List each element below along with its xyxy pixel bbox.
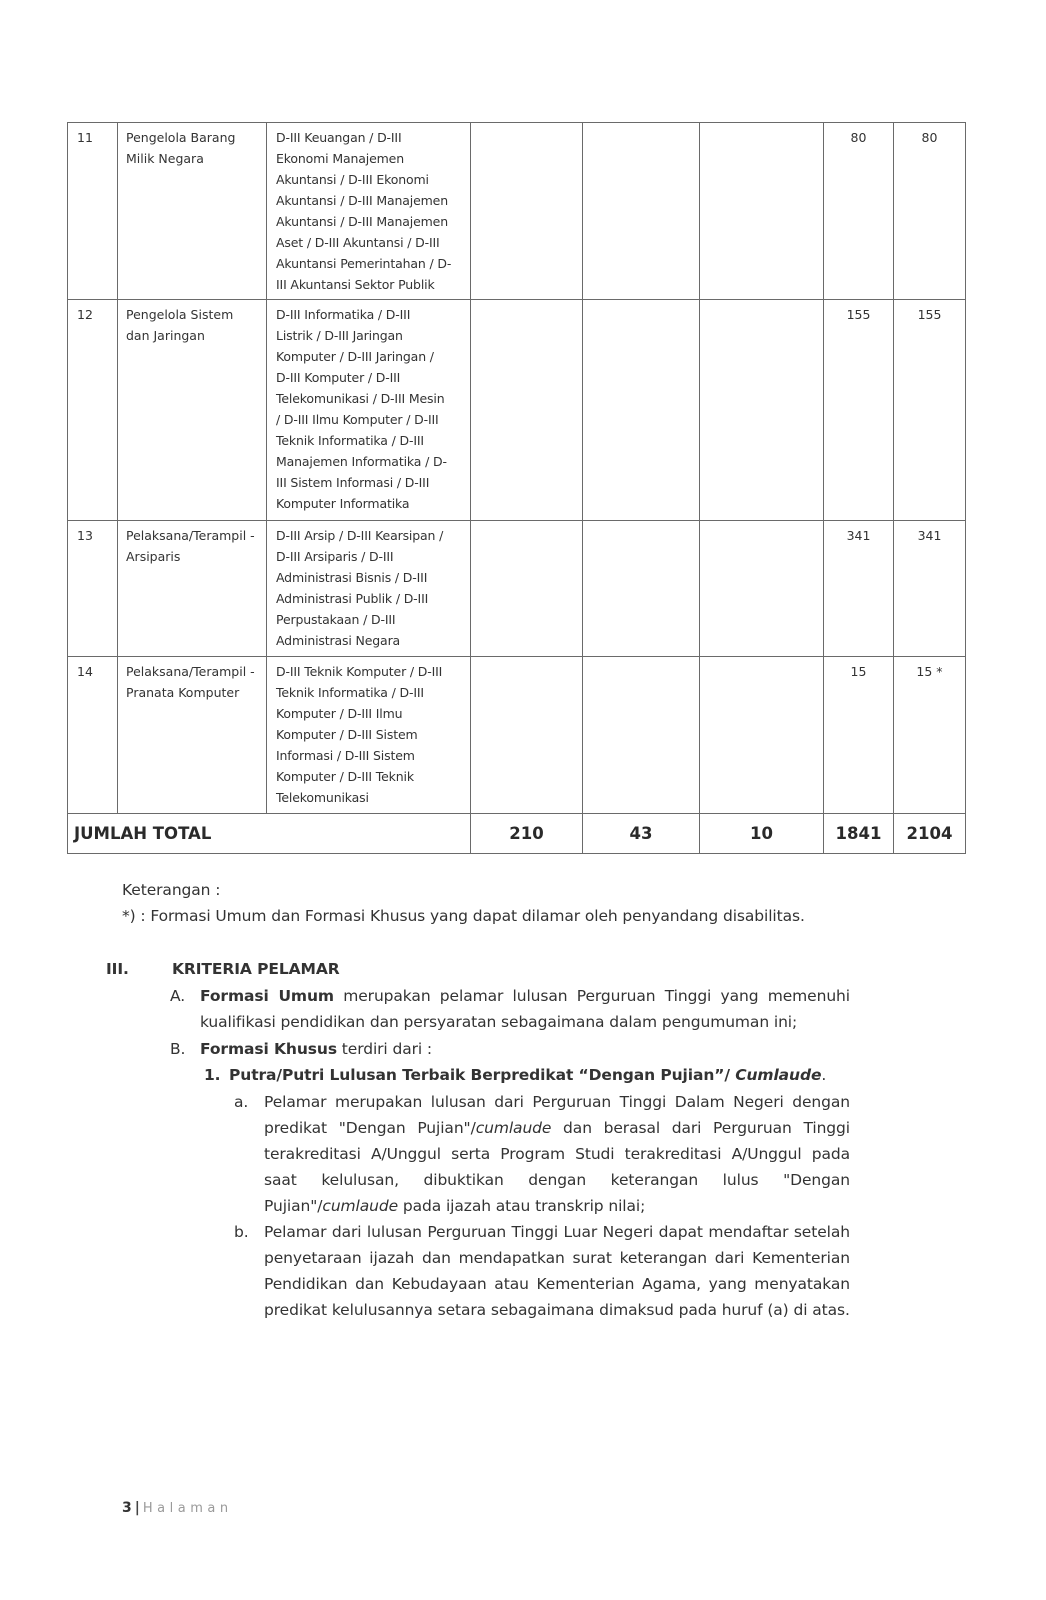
quota-cell bbox=[471, 300, 583, 521]
page-footer bbox=[122, 1500, 233, 1516]
umum-quota-cell: 155 bbox=[824, 300, 894, 521]
item-b-text: Formasi Khusus terdiri dari : bbox=[200, 1040, 433, 1058]
total-umum: 1841 bbox=[824, 814, 894, 854]
row-number: 11 bbox=[68, 123, 118, 300]
quota-cell bbox=[700, 521, 824, 657]
education-cell: D-III Arsip / D-III Kearsipan / D-III Arsiparis / D-III Administrasi Bisnis / D-III Administrasi Publik / D-III Perpustakaan / D-III Administrasi Negara bbox=[267, 521, 471, 657]
notes-heading: Keterangan : bbox=[122, 881, 221, 899]
table-row bbox=[68, 657, 966, 814]
total-col6: 10 bbox=[700, 814, 824, 854]
point-b-marker: b. bbox=[234, 1223, 249, 1241]
quota-cell bbox=[700, 123, 824, 300]
point-a-text: Pelamar merupakan lulusan dari Perguruan Tinggi Dalam Negeri dengan predikat "Dengan Pujian"/cumlaude dan berasal dari Perguruan Tinggi terakreditasi A/Unggul serta Program Studi terakreditasi A/Unggul pada saat kelulusan, dibuktikan dengan keterangan lulus "Dengan Pujian"/cumlaude pada ijazah atau transkrip nilai; bbox=[264, 1093, 850, 1215]
total-col5: 43 bbox=[583, 814, 700, 854]
formation-table bbox=[67, 122, 966, 854]
table-row bbox=[68, 521, 966, 657]
quota-cell bbox=[471, 123, 583, 300]
total-quota-cell: 15 * bbox=[894, 657, 966, 814]
umum-quota-cell: 341 bbox=[824, 521, 894, 657]
section-title: KRITERIA PELAMAR bbox=[172, 960, 340, 978]
total-label: JUMLAH TOTAL bbox=[68, 814, 471, 854]
page-word: Halaman bbox=[142, 1501, 233, 1516]
section-numeral: III. bbox=[106, 960, 129, 978]
position-cell: Pengelola Sistem dan Jaringan bbox=[118, 300, 267, 521]
position-cell: Pelaksana/Terampil - Pranata Komputer bbox=[118, 657, 267, 814]
quota-cell bbox=[583, 123, 700, 300]
point-b-text: Pelamar dari lulusan Perguruan Tinggi Luar Negeri dapat mendaftar setelah penyetaraan ijazah dan mendapatkan surat keterangan dari Kementerian Pendidikan dan Kebudayaan atau Kementerian Agama, yang menyatakan predikat kelulusannya setara sebagaimana dimaksud pada huruf (a) di atas. bbox=[264, 1223, 850, 1319]
table-row bbox=[68, 123, 966, 300]
position-cell: Pengelola Barang Milik Negara bbox=[118, 123, 267, 300]
subsection-title: Putra/Putri Lulusan Terbaik Berpredikat “Dengan Pujian”/ Cumlaude. bbox=[229, 1066, 827, 1084]
subsection-marker: 1. bbox=[204, 1066, 221, 1084]
point-a-marker: a. bbox=[234, 1093, 249, 1111]
umum-quota-cell: 15 bbox=[824, 657, 894, 814]
umum-quota-cell: 80 bbox=[824, 123, 894, 300]
education-cell: D-III Teknik Komputer / D-III Teknik Informatika / D-III Komputer / D-III Ilmu Komputer / D-III Sistem Informasi / D-III Sistem Komputer / D-III Teknik Telekomunikasi bbox=[267, 657, 471, 814]
disability-note: *) : Formasi Umum dan Formasi Khusus yang dapat dilamar oleh penyandang disabilitas. bbox=[122, 907, 805, 925]
page-separator: | bbox=[134, 1500, 140, 1516]
position-cell: Pelaksana/Terampil - Arsiparis bbox=[118, 521, 267, 657]
row-number: 12 bbox=[68, 300, 118, 521]
quota-cell bbox=[583, 521, 700, 657]
item-b-marker: B. bbox=[170, 1040, 186, 1058]
quota-cell bbox=[583, 300, 700, 521]
quota-cell bbox=[471, 521, 583, 657]
item-a-marker: A. bbox=[170, 987, 186, 1005]
quota-cell bbox=[471, 657, 583, 814]
education-cell: D-III Informatika / D-III Listrik / D-III Jaringan Komputer / D-III Jaringan / D-III Komputer / D-III Telekomunikasi / D-III Mesin / D-III Ilmu Komputer / D-III Teknik Informatika / D-III Manajemen Informatika / D- III Sistem Informasi / D-III Komputer Informatika bbox=[267, 300, 471, 521]
row-number: 13 bbox=[68, 521, 118, 657]
education-cell: D-III Keuangan / D-III Ekonomi Manajemen Akuntansi / D-III Ekonomi Akuntansi / D-III Manajemen Akuntansi / D-III Manajemen Aset / D-III Akuntansi / D-III Akuntansi Pemerintahan / D- III Akuntansi Sektor Publik bbox=[267, 123, 471, 300]
total-quota-cell: 80 bbox=[894, 123, 966, 300]
quota-cell bbox=[700, 300, 824, 521]
total-quota-cell: 341 bbox=[894, 521, 966, 657]
total-row bbox=[68, 814, 966, 854]
item-a-text: Formasi Umum merupakan pelamar lulusan Perguruan Tinggi yang memenuhi kualifikasi pendidikan dan persyaratan sebagaimana dalam pengumuman ini; bbox=[200, 987, 850, 1031]
total-col4: 210 bbox=[471, 814, 583, 854]
table-row bbox=[68, 300, 966, 521]
page-number: 3 bbox=[122, 1500, 132, 1516]
grand-total: 2104 bbox=[894, 814, 966, 854]
quota-cell bbox=[583, 657, 700, 814]
quota-cell bbox=[700, 657, 824, 814]
row-number: 14 bbox=[68, 657, 118, 814]
total-quota-cell: 155 bbox=[894, 300, 966, 521]
